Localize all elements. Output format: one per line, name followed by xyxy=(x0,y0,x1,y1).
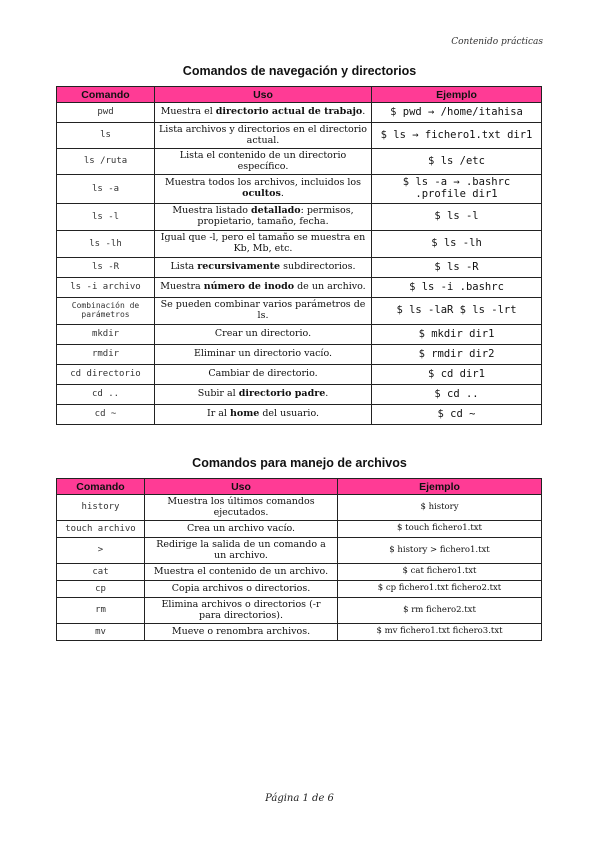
table-row xyxy=(57,598,542,624)
table-row xyxy=(57,564,542,581)
command-cell: mv xyxy=(57,624,145,641)
usage-cell xyxy=(155,365,372,385)
command-cell: rmdir xyxy=(57,345,155,365)
command-cell: ls -l xyxy=(57,204,155,231)
usage-text: Muestra todos los archivos, incluidos los xyxy=(165,177,361,189)
usage-cell xyxy=(155,204,372,231)
table-row xyxy=(57,175,542,204)
column-header-example: Ejemplo xyxy=(372,87,542,103)
usage-text: Lista el contenido de un directorio específico. xyxy=(179,149,347,172)
usage-text-end: del usuario. xyxy=(259,408,320,420)
usage-text: Se pueden combinar varios parámetros de ls. xyxy=(160,299,366,321)
example-cell: $ cd ~ xyxy=(372,405,542,425)
example-cell: $ ls -a → .bashrc .profile dir1 xyxy=(372,175,542,204)
command-cell: Combinación de parámetros xyxy=(57,298,155,325)
example-cell: $ history xyxy=(338,495,542,521)
navigation-commands-table xyxy=(56,86,542,425)
command-cell: cat xyxy=(57,564,145,581)
usage-bold-text: home xyxy=(229,408,260,420)
usage-bold-text: número de inodo xyxy=(203,281,295,293)
page-footer: Página 1 de 6 xyxy=(265,793,334,804)
example-cell: $ mkdir dir1 xyxy=(372,325,542,345)
usage-bold-text: recursivamente xyxy=(197,261,281,273)
column-header-example: Ejemplo xyxy=(338,479,542,495)
command-cell: pwd xyxy=(57,103,155,123)
table-row xyxy=(57,521,542,538)
section-title-files: Comandos para manejo de archivos xyxy=(192,456,407,470)
example-cell: $ mv fichero1.txt fichero3.txt xyxy=(338,624,542,641)
example-cell: $ ls -i .bashrc xyxy=(372,278,542,298)
usage-cell: Muestra el contenido de un archivo. xyxy=(145,564,338,581)
table-row xyxy=(57,278,542,298)
usage-bold-text: directorio actual de trabajo xyxy=(215,106,363,118)
usage-cell: Redirige la salida de un comando a un archivo. xyxy=(145,538,338,564)
usage-cell: Elimina archivos o directorios (-r para directorios). xyxy=(145,598,338,624)
example-cell: $ cp fichero1.txt fichero2.txt xyxy=(338,581,542,598)
example-cell: $ cat fichero1.txt xyxy=(338,564,542,581)
usage-text-end: . xyxy=(280,188,284,199)
table-row xyxy=(57,204,542,231)
command-cell: ls xyxy=(57,123,155,149)
command-cell: rm xyxy=(57,598,145,624)
column-header-usage: Uso xyxy=(155,87,372,103)
command-cell: ls /ruta xyxy=(57,149,155,175)
usage-text-end: . xyxy=(325,388,329,400)
usage-text-end: subdirectorios. xyxy=(280,261,356,273)
command-cell: cp xyxy=(57,581,145,598)
table-row xyxy=(57,624,542,641)
usage-text-end: : permisos, propietario, tamaño, fecha. xyxy=(197,205,354,227)
table-row xyxy=(57,231,542,258)
command-cell: > xyxy=(57,538,145,564)
command-cell: cd ~ xyxy=(57,405,155,425)
header-note: Contenido prácticas xyxy=(451,37,543,47)
usage-cell xyxy=(155,325,372,345)
example-cell: $ cd .. xyxy=(372,385,542,405)
command-cell: ls -lh xyxy=(57,231,155,258)
usage-cell xyxy=(155,149,372,175)
command-cell: ls -i archivo xyxy=(57,278,155,298)
usage-text-end: . xyxy=(362,106,366,118)
example-cell: $ cd dir1 xyxy=(372,365,542,385)
usage-cell xyxy=(155,385,372,405)
file-table-body xyxy=(57,495,542,641)
usage-text: Crear un directorio. xyxy=(214,328,312,340)
usage-text: Muestra listado xyxy=(172,205,252,217)
example-cell: $ pwd → /home/itahisa xyxy=(372,103,542,123)
usage-text: Lista xyxy=(170,261,198,273)
table-row xyxy=(57,495,542,521)
usage-cell xyxy=(155,103,372,123)
usage-text: Ir al xyxy=(206,408,230,420)
table-row xyxy=(57,345,542,365)
example-cell: $ ls -R xyxy=(372,258,542,278)
column-header-command: Comando xyxy=(57,87,155,103)
usage-text: Igual que -l, pero el tamaño se muestra en Kb, Mb, etc. xyxy=(160,232,366,254)
navigation-table-body xyxy=(57,103,542,425)
example-cell: $ ls -l xyxy=(372,204,542,231)
usage-text: Muestra xyxy=(160,281,204,293)
table-row xyxy=(57,538,542,564)
usage-text: Lista archivos y directorios en el directorio actual. xyxy=(159,123,367,146)
example-cell: $ ls -laR $ ls -lrt xyxy=(372,298,542,325)
usage-text-end: de un archivo. xyxy=(294,281,366,293)
table-row xyxy=(57,385,542,405)
table-row xyxy=(57,581,542,598)
usage-cell xyxy=(155,298,372,325)
example-cell: $ rm fichero2.txt xyxy=(338,598,542,624)
file-commands-table xyxy=(56,478,542,641)
usage-bold-text: detallado xyxy=(251,205,301,217)
command-cell: cd directorio xyxy=(57,365,155,385)
table-row xyxy=(57,298,542,325)
usage-cell xyxy=(155,278,372,298)
usage-cell: Copia archivos o directorios. xyxy=(145,581,338,598)
usage-cell: Crea un archivo vacío. xyxy=(145,521,338,538)
usage-cell xyxy=(155,405,372,425)
usage-cell xyxy=(155,258,372,278)
column-header-usage: Uso xyxy=(145,479,338,495)
table-row xyxy=(57,365,542,385)
command-cell: history xyxy=(57,495,145,521)
usage-text: Eliminar un directorio vacío. xyxy=(193,348,333,360)
table-header-row xyxy=(57,479,542,495)
column-header-command: Comando xyxy=(57,479,145,495)
usage-cell: Mueve o renombra archivos. xyxy=(145,624,338,641)
command-cell: cd .. xyxy=(57,385,155,405)
example-cell: $ ls → fichero1.txt dir1 xyxy=(372,123,542,149)
usage-cell xyxy=(155,231,372,258)
usage-cell: Muestra los últimos comandos ejecutados. xyxy=(145,495,338,521)
table-row xyxy=(57,258,542,278)
table-row xyxy=(57,123,542,149)
section-title-navigation: Comandos de navegación y directorios xyxy=(182,64,417,78)
usage-cell xyxy=(155,175,372,204)
table-row xyxy=(57,405,542,425)
command-cell: touch archivo xyxy=(57,521,145,538)
example-cell: $ ls -lh xyxy=(372,231,542,258)
table-row xyxy=(57,149,542,175)
example-cell: $ history > fichero1.txt xyxy=(338,538,542,564)
table-row xyxy=(57,103,542,123)
table-header-row xyxy=(57,87,542,103)
usage-text: Subir al xyxy=(197,388,239,400)
usage-bold-text: ocultos xyxy=(242,188,281,199)
command-cell: ls -a xyxy=(57,175,155,204)
example-cell: $ ls /etc xyxy=(372,149,542,175)
command-cell: ls -R xyxy=(57,258,155,278)
table-row xyxy=(57,325,542,345)
usage-cell xyxy=(155,123,372,149)
command-cell: mkdir xyxy=(57,325,155,345)
usage-text: Cambiar de directorio. xyxy=(208,368,318,380)
usage-cell xyxy=(155,345,372,365)
usage-text: Muestra el xyxy=(160,106,216,118)
usage-bold-text: directorio padre xyxy=(238,388,326,400)
example-cell: $ rmdir dir2 xyxy=(372,345,542,365)
example-cell: $ touch fichero1.txt xyxy=(338,521,542,538)
